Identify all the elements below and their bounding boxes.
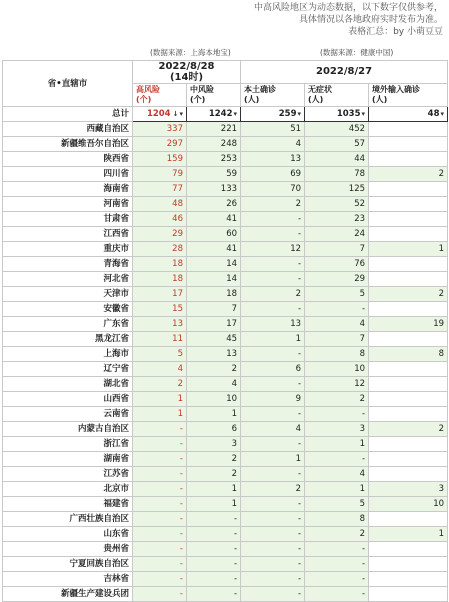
high-risk-cell: 48 (133, 197, 187, 212)
mid-risk-cell: 1 (187, 407, 241, 422)
mid-risk-cell: 248 (187, 137, 241, 152)
imported-cell (369, 362, 448, 377)
imported-cell: 8 (369, 347, 448, 362)
asymptomatic-cell: 7 (305, 242, 369, 257)
local-confirmed-cell: - (241, 347, 305, 362)
province-cell: 河北省 (3, 272, 133, 287)
mid-risk-cell: - (187, 572, 241, 587)
asymptomatic-cell: 10 (305, 362, 369, 377)
total-import: 48 (427, 109, 440, 119)
high-risk-cell: 77 (133, 182, 187, 197)
asymptomatic-cell: - (305, 572, 369, 587)
asymptomatic-cell: 1 (305, 482, 369, 497)
filter-icon[interactable]: ▾ (179, 110, 183, 118)
date-1-sub: (14时) (169, 72, 204, 83)
asymptomatic-cell: 23 (305, 212, 369, 227)
mid-risk-cell: 60 (187, 227, 241, 242)
province-cell: 重庆市 (3, 242, 133, 257)
asymptomatic-cell: 52 (305, 197, 369, 212)
imported-cell (369, 272, 448, 287)
mid-risk-cell: 1 (187, 482, 241, 497)
local-confirmed-cell: - (241, 587, 305, 602)
high-risk-cell: 29 (133, 227, 187, 242)
mid-risk-cell: 41 (187, 212, 241, 227)
imported-cell: 2 (369, 167, 448, 182)
high-risk-cell: 17 (133, 287, 187, 302)
table-row (3, 227, 448, 242)
imported-cell (369, 542, 448, 557)
total-high: 1204 (146, 109, 171, 119)
table-row (3, 467, 448, 482)
filter-icon[interactable]: ▾ (440, 110, 445, 118)
asymptomatic-cell: - (305, 407, 369, 422)
province-cell: 宁夏回族自治区 (3, 557, 133, 572)
asymptomatic-cell: 7 (305, 332, 369, 347)
local-confirmed-cell: 12 (241, 242, 305, 257)
asymptomatic-cell: 4 (305, 467, 369, 482)
local-confirmed-cell: - (241, 542, 305, 557)
mid-risk-cell: 2 (187, 452, 241, 467)
filter-icon[interactable]: ▾ (361, 110, 366, 118)
local-confirmed-cell: - (241, 227, 305, 242)
table-row (3, 437, 448, 452)
local-confirmed-cell: 2 (241, 197, 305, 212)
high-risk-cell: - (133, 557, 187, 572)
local-confirmed-cell: 4 (241, 137, 305, 152)
local-confirmed-header: 本土确诊 (人) (241, 84, 305, 107)
asymptomatic-cell: 452 (305, 122, 369, 137)
local-confirmed-cell: 6 (241, 362, 305, 377)
date-header-2: 2022/8/27 (241, 61, 448, 84)
table-row (3, 512, 448, 527)
date-1: 2022/8/28 (158, 61, 215, 72)
mid-risk-header: 中风险 (个) (187, 84, 241, 107)
imported-cell: 1 (369, 527, 448, 542)
total-row (3, 107, 448, 122)
local-confirmed-cell: - (241, 512, 305, 527)
table-row (3, 152, 448, 167)
total-high-cell[interactable] (133, 107, 187, 122)
province-cell: 新疆生产建设兵团 (3, 587, 133, 602)
table-row (3, 542, 448, 557)
asymptomatic-cell: 2 (305, 527, 369, 542)
province-cell: 黑龙江省 (3, 332, 133, 347)
asymptomatic-cell: 29 (305, 272, 369, 287)
sort-down-icon[interactable]: ↓ (172, 110, 179, 118)
high-risk-cell: - (133, 572, 187, 587)
local-confirmed-cell: 13 (241, 317, 305, 332)
province-cell: 北京市 (3, 482, 133, 497)
imported-cell (369, 557, 448, 572)
table-row (3, 572, 448, 587)
table-row (3, 182, 448, 197)
table-row (3, 362, 448, 377)
high-risk-cell: - (133, 482, 187, 497)
province-cell: 内蒙古自治区 (3, 422, 133, 437)
local-confirmed-cell: - (241, 272, 305, 287)
imported-cell (369, 257, 448, 272)
asymptomatic-cell: 4 (305, 317, 369, 332)
table-row (3, 242, 448, 257)
mid-risk-cell: 253 (187, 152, 241, 167)
asymptomatic-cell: 44 (305, 152, 369, 167)
province-cell: 河南省 (3, 197, 133, 212)
province-cell: 贵州省 (3, 542, 133, 557)
high-risk-cell: 15 (133, 302, 187, 317)
local-confirmed-cell: 70 (241, 182, 305, 197)
mid-risk-cell: 18 (187, 287, 241, 302)
high-risk-cell: 337 (133, 122, 187, 137)
total-asym: 1035 (336, 109, 361, 119)
province-cell: 浙江省 (3, 437, 133, 452)
imported-cell: 1 (369, 242, 448, 257)
mid-risk-cell: 17 (187, 317, 241, 332)
table-row (3, 287, 448, 302)
imported-cell (369, 392, 448, 407)
table-row (3, 392, 448, 407)
table-row (3, 497, 448, 512)
mid-risk-cell: 2 (187, 467, 241, 482)
high-risk-cell: 5 (133, 347, 187, 362)
note-line-3: 表格汇总：by 小萌豆豆 (348, 27, 443, 37)
province-cell: 江西省 (3, 227, 133, 242)
high-risk-cell: 297 (133, 137, 187, 152)
mid-risk-cell: - (187, 542, 241, 557)
imported-cell (369, 407, 448, 422)
table-row (3, 377, 448, 392)
high-risk-cell: - (133, 542, 187, 557)
local-confirmed-cell: - (241, 407, 305, 422)
local-confirmed-cell: 51 (241, 122, 305, 137)
table-row (3, 587, 448, 602)
mid-risk-cell: 41 (187, 242, 241, 257)
mid-risk-cell: 45 (187, 332, 241, 347)
notes (254, 2, 443, 38)
province-cell: 广西壮族自治区 (3, 512, 133, 527)
total-local: 259 (278, 109, 297, 119)
high-risk-cell: 1 (133, 392, 187, 407)
imported-cell (369, 197, 448, 212)
table-row (3, 422, 448, 437)
source-right: (数据来源：健康中国) (320, 48, 394, 57)
mid-risk-cell: - (187, 557, 241, 572)
mid-risk-cell: 4 (187, 377, 241, 392)
asymptomatic-cell: - (305, 587, 369, 602)
table-row (3, 452, 448, 467)
asymptomatic-cell: 5 (305, 497, 369, 512)
local-confirmed-cell: 13 (241, 152, 305, 167)
asymptomatic-cell: 125 (305, 182, 369, 197)
note-line-1: 中高风险地区为动态数据，以下数字仅供参考， (253, 3, 443, 13)
imported-cell: 10 (369, 497, 448, 512)
high-risk-cell: 159 (133, 152, 187, 167)
imported-cell: 2 (369, 287, 448, 302)
table-row (3, 347, 448, 362)
province-cell: 天津市 (3, 287, 133, 302)
province-cell: 辽宁省 (3, 362, 133, 377)
local-confirmed-cell: - (241, 557, 305, 572)
mid-risk-cell: 7 (187, 302, 241, 317)
mid-risk-cell: - (187, 512, 241, 527)
asymptomatic-cell: 24 (305, 227, 369, 242)
asymptomatic-cell: - (305, 302, 369, 317)
imported-cell (369, 572, 448, 587)
asymptomatic-cell: 2 (305, 392, 369, 407)
local-confirmed-cell: - (241, 527, 305, 542)
high-risk-cell: - (133, 512, 187, 527)
high-risk-cell: - (133, 422, 187, 437)
local-confirmed-cell: - (241, 437, 305, 452)
local-confirmed-cell: - (241, 572, 305, 587)
asymptomatic-cell: 78 (305, 167, 369, 182)
total-local-cell[interactable] (241, 107, 305, 122)
mid-risk-cell: 1 (187, 497, 241, 512)
mid-risk-cell: 3 (187, 437, 241, 452)
imported-cell (369, 212, 448, 227)
imported-cell: 19 (369, 317, 448, 332)
imported-cell (369, 587, 448, 602)
mid-risk-cell: 221 (187, 122, 241, 137)
imported-cell: 3 (369, 482, 448, 497)
imported-cell (369, 182, 448, 197)
local-confirmed-cell: - (241, 212, 305, 227)
imported-cell (369, 137, 448, 152)
total-mid-cell[interactable] (187, 107, 241, 122)
asymptomatic-cell: 3 (305, 422, 369, 437)
imported-cell (369, 227, 448, 242)
table-row (3, 197, 448, 212)
high-risk-cell: 1 (133, 407, 187, 422)
province-cell: 山西省 (3, 392, 133, 407)
mid-risk-cell: 2 (187, 362, 241, 377)
mid-risk-cell: 14 (187, 272, 241, 287)
high-risk-cell: - (133, 467, 187, 482)
total-label: 总计 (3, 107, 133, 122)
asymptomatic-header: 无症状 (人) (305, 84, 369, 107)
imported-cell (369, 377, 448, 392)
date-header-1 (133, 61, 241, 84)
high-risk-cell: - (133, 437, 187, 452)
mid-risk-cell: - (187, 587, 241, 602)
local-confirmed-cell: 2 (241, 482, 305, 497)
mid-risk-cell: 133 (187, 182, 241, 197)
table-row (3, 332, 448, 347)
table-row (3, 257, 448, 272)
table-row (3, 122, 448, 137)
province-cell: 湖北省 (3, 377, 133, 392)
total-asym-cell[interactable] (305, 107, 369, 122)
local-confirmed-cell: 1 (241, 332, 305, 347)
imported-cell (369, 122, 448, 137)
province-cell: 甘肃省 (3, 212, 133, 227)
filter-icon[interactable]: ▾ (297, 110, 302, 118)
province-cell: 江苏省 (3, 467, 133, 482)
filter-icon[interactable]: ▾ (233, 110, 238, 118)
source-left: (数据来源：上海本地宝) (150, 48, 231, 57)
local-confirmed-cell: - (241, 497, 305, 512)
high-risk-cell: 2 (133, 377, 187, 392)
province-cell: 西藏自治区 (3, 122, 133, 137)
province-cell: 广东省 (3, 317, 133, 332)
asymptomatic-cell: - (305, 452, 369, 467)
imported-cell (369, 332, 448, 347)
high-risk-header: 高风险 (个) (133, 84, 187, 107)
imported-header: 境外输入确诊 (人) (369, 84, 448, 107)
asymptomatic-cell: 12 (305, 377, 369, 392)
table-row (3, 302, 448, 317)
imported-cell (369, 467, 448, 482)
high-risk-cell: 46 (133, 212, 187, 227)
risk-table (2, 60, 448, 602)
table-row (3, 272, 448, 287)
province-cell: 新疆维吾尔自治区 (3, 137, 133, 152)
table-row (3, 212, 448, 227)
imported-cell: 2 (369, 422, 448, 437)
asymptomatic-cell: 5 (305, 287, 369, 302)
total-mid: 1242 (208, 109, 233, 119)
mid-risk-cell: 14 (187, 257, 241, 272)
table-row (3, 482, 448, 497)
asymptomatic-cell: 8 (305, 347, 369, 362)
province-cell: 云南省 (3, 407, 133, 422)
province-cell: 海南省 (3, 182, 133, 197)
province-cell: 四川省 (3, 167, 133, 182)
local-confirmed-cell: - (241, 257, 305, 272)
asymptomatic-cell: 1 (305, 437, 369, 452)
province-cell: 安徽省 (3, 302, 133, 317)
table-row (3, 167, 448, 182)
imported-cell (369, 152, 448, 167)
province-header: 省•直辖市 (3, 61, 133, 107)
imported-cell (369, 512, 448, 527)
imported-cell (369, 302, 448, 317)
high-risk-cell: 13 (133, 317, 187, 332)
local-confirmed-cell: - (241, 302, 305, 317)
imported-cell (369, 437, 448, 452)
mid-risk-cell: 6 (187, 422, 241, 437)
imported-cell (369, 452, 448, 467)
high-risk-cell: - (133, 527, 187, 542)
high-risk-cell: - (133, 497, 187, 512)
high-risk-cell: 18 (133, 272, 187, 287)
high-risk-cell: 28 (133, 242, 187, 257)
province-cell: 福建省 (3, 497, 133, 512)
mid-risk-cell: 10 (187, 392, 241, 407)
province-cell: 陕西省 (3, 152, 133, 167)
table-row (3, 557, 448, 572)
province-cell: 吉林省 (3, 572, 133, 587)
high-risk-cell: 18 (133, 257, 187, 272)
local-confirmed-cell: 69 (241, 167, 305, 182)
local-confirmed-cell: - (241, 467, 305, 482)
mid-risk-cell: 13 (187, 347, 241, 362)
high-risk-cell: - (133, 587, 187, 602)
mid-risk-cell: 59 (187, 167, 241, 182)
high-risk-cell: 79 (133, 167, 187, 182)
asymptomatic-cell: - (305, 542, 369, 557)
asymptomatic-cell: 8 (305, 512, 369, 527)
province-cell: 湖南省 (3, 452, 133, 467)
mid-risk-cell: - (187, 527, 241, 542)
local-confirmed-cell: 2 (241, 287, 305, 302)
local-confirmed-cell: - (241, 377, 305, 392)
high-risk-cell: 11 (133, 332, 187, 347)
asymptomatic-cell: 76 (305, 257, 369, 272)
province-cell: 青海省 (3, 257, 133, 272)
province-cell: 上海市 (3, 347, 133, 362)
high-risk-cell: 4 (133, 362, 187, 377)
mid-risk-cell: 26 (187, 197, 241, 212)
province-cell: 山东省 (3, 527, 133, 542)
asymptomatic-cell: 57 (305, 137, 369, 152)
table-row (3, 407, 448, 422)
table-row (3, 137, 448, 152)
table-row (3, 527, 448, 542)
high-risk-cell: - (133, 452, 187, 467)
table-row (3, 317, 448, 332)
note-line-2: 具体情况以各地政府实时发布为准。 (298, 15, 443, 25)
asymptomatic-cell: - (305, 557, 369, 572)
local-confirmed-cell: 1 (241, 452, 305, 467)
total-import-cell[interactable] (369, 107, 448, 122)
local-confirmed-cell: 9 (241, 392, 305, 407)
local-confirmed-cell: 4 (241, 422, 305, 437)
